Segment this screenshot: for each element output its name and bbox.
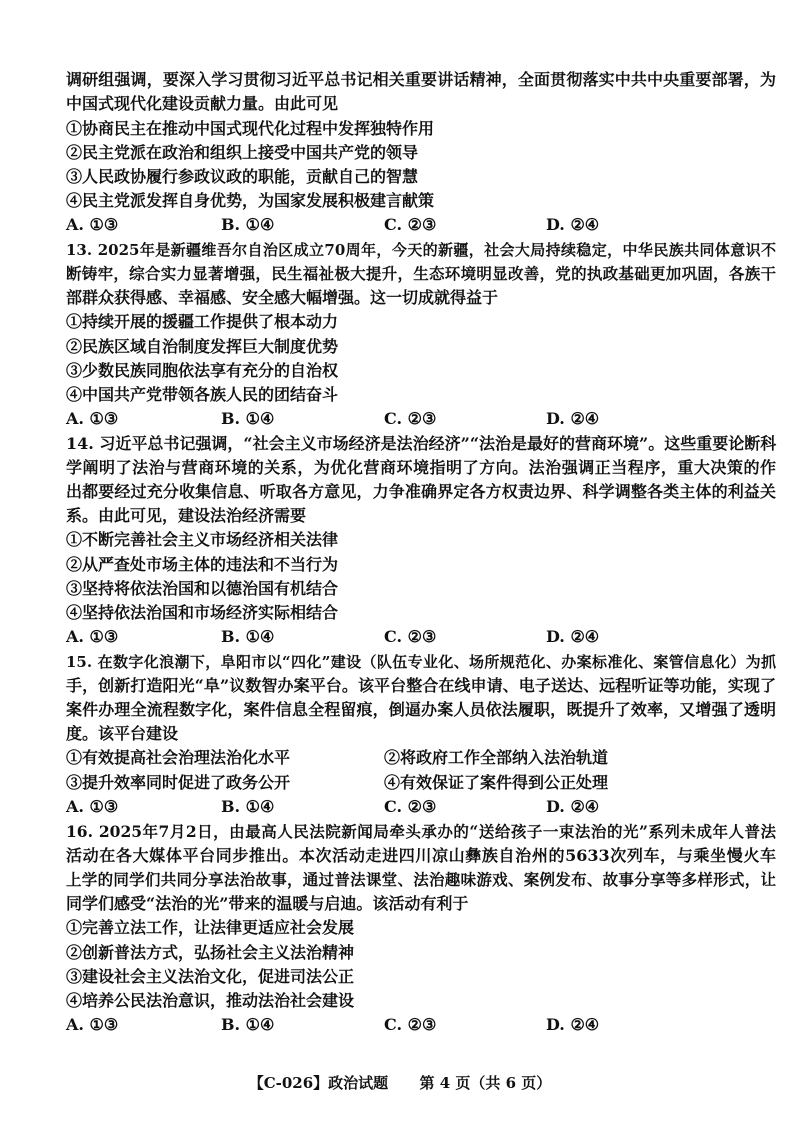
q13-item: ④中国共产党带领各族人民的团结奋斗 [66,385,339,404]
q16-item: ①完善立法工作，让法律更适应社会发展 [66,918,355,937]
q12-item: ③人民政协履行参政议政的职能，贡献自己的智慧 [66,167,419,186]
page-number: 第 4 页（共 6 页） [419,1074,552,1092]
option-c: C. ②③ [384,215,437,234]
q14-stem-line: 学阐明了法治与营商环境的关系，为优化营商环境指明了方向。法治强调正当程序，重大决策的作 [66,458,776,477]
option-a: A. ①③ [66,409,119,428]
q12-item: ④民主党派发挥自身优势，为国家发展积极建言献策 [66,191,435,210]
q14-options [66,625,776,649]
q15-stem-line: 15. 在数字化浪潮下，阜阳市以“四化”建设（队伍专业化、场所规范化、办案标准化、案管信息化）为抓 [66,653,776,671]
option-d: D. ②④ [546,409,600,428]
q16-options [66,1013,776,1037]
q15-stem-line: 案件办理全流程数字化，案件信息全程留痕，倒逼办案人员依法履职，既提升了效率，又增强了透明 [66,700,776,719]
option-d: D. ②④ [546,1015,600,1034]
q15-options [66,795,776,819]
option-b: B. ①④ [221,409,275,428]
q14-stem-line: 系。由此可见，建设法治经济需要 [66,506,307,525]
q14-stem-line: 出都要经过充分收集信息、听取各方意见，力争准确界定各方权责边界、科学调整各类主体的利益关 [66,482,776,501]
option-d: D. ②④ [546,797,600,816]
q14-item: ①不断完善社会主义市场经济相关法律 [66,530,339,549]
q16-item: ③建设社会主义法治文化，促进司法公正 [66,967,355,986]
option-c: C. ②③ [384,1015,437,1034]
q15-item: ②将政府工作全部纳入法治轨道 [384,748,609,767]
q15-stem-line: 度。该平台建设 [66,724,179,743]
q16-stem-line: 16. 2025年7月2日，由最高人民法院新闻局牵头承办的“送给孩子一束法治的光”系列未成年人普法 [66,822,776,841]
option-b: B. ①④ [221,627,275,646]
option-a: A. ①③ [66,1015,119,1034]
q14-item: ②从严查处市场主体的违法和不当行为 [66,555,339,574]
option-c: C. ②③ [384,627,437,646]
option-a: A. ①③ [66,215,119,234]
option-b: B. ①④ [221,215,275,234]
q13-item: ①持续开展的援疆工作提供了根本动力 [66,312,339,331]
q12-item: ①协商民主在推动中国式现代化过程中发挥独特作用 [66,119,435,138]
option-b: B. ①④ [221,1015,275,1034]
option-d: D. ②④ [546,215,600,234]
q13-item: ③少数民族同胞依法享有充分的自治权 [66,361,339,380]
option-c: C. ②③ [384,797,437,816]
option-a: A. ①③ [66,797,119,816]
q16-stem-line: 上学的同学们共同分享法治故事，通过普法课堂、法治趣味游戏、案例发布、故事分享等多样形式，让 [66,870,776,889]
option-c: C. ②③ [384,409,437,428]
q13-stem-line: 部群众获得感、幸福感、安全感大幅增强。这一切成就得益于 [66,288,499,307]
q16-item: ④培养公民法治意识，推动法治社会建设 [66,991,355,1010]
q13-stem-line: 13. 2025年是新疆维吾尔自治区成立70周年，今天的新疆，社会大局持续稳定，中华民族共同体意识不 [66,241,776,259]
q12-item: ②民主党派在政治和组织上接受中国共产党的领导 [66,143,419,162]
q13-item: ②民族区域自治制度发挥巨大制度优势 [66,337,339,356]
q16-stem-line: 活动在各大媒体平台同步推出。本次活动走进四川凉山彝族自治州的5633次列车，与乘坐慢火车 [66,846,776,865]
q15-items-row [66,746,776,770]
page-footer [0,1072,800,1094]
q16-item: ②创新普法方式，弘扬社会主义法治精神 [66,943,355,962]
option-a: A. ①③ [66,627,119,646]
exam-code: 【C-026】政治试题 [248,1074,389,1092]
q12-stem-line: 调研组强调，要深入学习贯彻习近平总书记相关重要讲话精神，全面贯彻落实中共中央重要部署，为 [66,70,776,89]
q16-stem-line: 同学们感受“法治的光”带来的温暖与启迪。该活动有利于 [66,894,469,913]
q13-options [66,407,776,431]
q15-item: ①有效提高社会治理法治化水平 [66,748,291,767]
option-d: D. ②④ [546,627,600,646]
q14-item: ③坚持将依法治国和以德治国有机结合 [66,579,339,598]
option-b: B. ①④ [221,797,275,816]
q12-options [66,213,776,237]
q14-item: ④坚持依法治国和市场经济实际相结合 [66,603,339,622]
q13-stem-line: 断铸牢，综合实力显著增强，民生福祉极大提升，生态环境明显改善，党的执政基础更加巩固，各族干 [66,264,776,283]
q15-stem-line: 手，创新打造阳光“阜”议数智办案平台。该平台整合在线申请、电子送达、远程听证等功能，实现了 [66,676,776,695]
q15-item: ④有效保证了案件得到公正处理 [384,773,609,792]
q12-stem-line: 中国式现代化建设贡献力量。由此可见 [66,94,339,113]
q14-stem-line: 14. 习近平总书记强调，“社会主义市场经济是法治经济”“法治是最好的营商环境”。这些重要论断科 [66,434,777,453]
q15-item: ③提升效率同时促进了政务公开 [66,773,291,792]
q15-items-row [66,771,776,795]
